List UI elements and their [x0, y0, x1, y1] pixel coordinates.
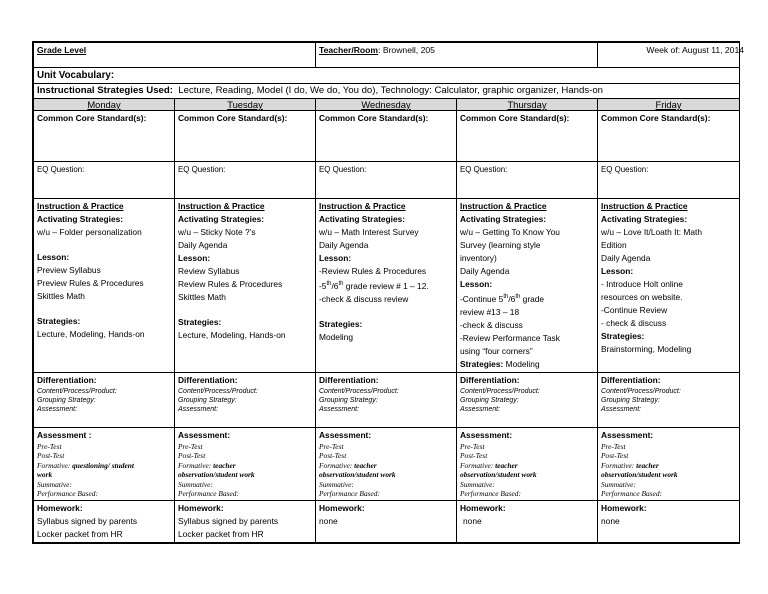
strategies-value: Brainstorming, Modeling: [601, 344, 692, 354]
differentiation-label: Differentiation:: [178, 374, 238, 385]
homework-wednesday: [316, 500, 457, 542]
lesson-label: Lesson:: [319, 253, 352, 263]
activating-item: Daily Agenda: [319, 240, 369, 250]
instruction-monday: [34, 199, 175, 373]
strategies-label: Strategies:: [178, 317, 222, 327]
instruction-friday: [598, 199, 740, 373]
eq-row: [34, 162, 740, 199]
formative-value-2: observation/student work: [319, 470, 396, 480]
formative-value: questioning/ student: [72, 460, 134, 470]
differentiation-label: Differentiation:: [37, 374, 97, 385]
lesson-item: - Introduce Holt online: [601, 279, 683, 289]
diff-grouping: Grouping Strategy:: [37, 396, 96, 404]
homework-label: Homework:: [460, 502, 506, 513]
assessment-label: Assessment:: [601, 429, 654, 440]
instruction-label: Instruction & Practice: [178, 201, 265, 211]
lesson-label: Lesson:: [601, 266, 634, 276]
strategies-value: Modeling: [505, 358, 540, 369]
posttest-label: Post-Test: [37, 451, 65, 461]
lesson-plan-sheet: [32, 41, 745, 544]
instruction-label: Instruction & Practice: [601, 201, 688, 211]
strategies-label: Strategies:: [319, 318, 363, 329]
pretest-label: Pre-Test: [319, 441, 344, 451]
formative-line: [460, 461, 594, 471]
homework-item: Locker packet from HR: [178, 528, 264, 539]
activating-item: w/u – Love It/Loath It: Math: [601, 227, 703, 237]
strategies-value: Lecture, Modeling, Hands-on: [37, 329, 145, 339]
homework-item: none: [463, 515, 482, 526]
activating-item: w/u – Folder personalization: [37, 227, 142, 237]
formative-line: [37, 461, 171, 471]
diff-content: Content/Process/Product:: [178, 387, 258, 395]
assessment-label: Assessment:: [319, 429, 372, 440]
lesson-item: Preview Rules & Procedures: [37, 278, 144, 288]
formative-value: teacher: [354, 460, 377, 470]
diff-assessment: Assessment:: [601, 405, 642, 413]
assessment-tuesday: [175, 427, 316, 500]
lesson-item: Preview Syllabus: [37, 265, 101, 275]
diff-grouping: Grouping Strategy:: [460, 396, 519, 404]
pretest-label: Pre-Test: [601, 441, 626, 451]
formative-line-2: [178, 470, 312, 480]
formative-label: Formative:: [178, 460, 212, 470]
formative-label: Formative:: [319, 460, 353, 470]
diff-assessment: Assessment:: [319, 405, 360, 413]
differentiation-tuesday: [175, 372, 316, 427]
common-core-monday: Common Core Standard(s):: [34, 111, 175, 162]
diff-grouping: Grouping Strategy:: [319, 396, 378, 404]
differentiation-label: Differentiation:: [460, 374, 520, 385]
activating-label: Activating Strategies:: [37, 214, 124, 224]
lesson-item: Skittles Math: [37, 291, 85, 301]
performance-label: Performance Based:: [37, 489, 98, 499]
teacher-room-cell: [316, 43, 745, 68]
summative-label: Summative:: [319, 479, 354, 489]
homework-monday: [34, 500, 175, 542]
strategies-label: Strategies:: [37, 316, 81, 326]
formative-line-2: [319, 470, 453, 480]
diff-content: Content/Process/Product:: [601, 387, 681, 395]
instruction-thursday: [457, 199, 598, 373]
lesson-item: -check & discuss review: [319, 293, 409, 304]
instructional-strategies-label: Instructional Strategies Used:: [37, 85, 173, 96]
lesson-item: -Continue Review: [601, 305, 668, 315]
assessment-row: [34, 427, 740, 500]
diff-grouping: Grouping Strategy:: [601, 396, 660, 404]
activating-item: Daily Agenda: [178, 240, 228, 250]
common-core-row: [34, 111, 740, 162]
performance-label: Performance Based:: [601, 489, 662, 499]
strategies-value: Lecture, Modeling, Hands-on: [178, 330, 286, 340]
formative-value-2: observation/student work: [178, 470, 255, 480]
summative-label: Summative:: [178, 479, 213, 489]
diff-assessment: Assessment:: [460, 405, 501, 413]
lesson-item: Skittles Math: [178, 292, 226, 302]
teacher-room-label: Teacher/Room: [319, 45, 379, 55]
performance-label: Performance Based:: [319, 489, 380, 499]
summative-label: Summative:: [37, 479, 72, 489]
formative-label: Formative:: [460, 460, 494, 470]
day-monday: Monday: [34, 99, 175, 111]
day-wednesday: Wednesday: [316, 99, 457, 111]
lesson-item: - check & discuss: [601, 318, 667, 328]
eq-friday: EQ Question:: [598, 162, 740, 199]
homework-item: Syllabus signed by parents: [37, 515, 138, 526]
diff-assessment: Assessment:: [37, 405, 78, 413]
header-row: [34, 43, 740, 68]
activating-label: Activating Strategies:: [178, 214, 265, 224]
diff-content: Content/Process/Product:: [37, 387, 117, 395]
performance-label: Performance Based:: [178, 489, 239, 499]
formative-value: teacher: [636, 460, 659, 470]
vocab-row: [34, 68, 740, 84]
grade-level-label: Grade Level: [37, 45, 87, 55]
eq-monday: EQ Question:: [34, 162, 175, 199]
lesson-item: review #13 – 18: [460, 306, 520, 317]
day-friday: Friday: [598, 99, 740, 111]
assessment-wednesday: [316, 427, 457, 500]
formative-line: [319, 461, 453, 471]
differentiation-wednesday: [316, 372, 457, 427]
differentiation-friday: [598, 372, 740, 427]
lesson-item: using “four corners”: [460, 345, 533, 356]
lesson-item: -5th/6th grade review # 1 – 12.: [319, 280, 429, 291]
homework-item: none: [319, 515, 338, 526]
unit-vocabulary: Unit Vocabulary:: [34, 68, 740, 84]
performance-label: Performance Based:: [460, 489, 521, 499]
formative-value: teacher: [213, 460, 236, 470]
lesson-label: Lesson:: [460, 279, 493, 289]
diff-assessment: Assessment:: [178, 405, 219, 413]
activating-item: w/u – Math Interest Survey: [319, 227, 419, 237]
week-of-label: Week of:: [646, 45, 681, 55]
homework-label: Homework:: [37, 502, 83, 513]
common-core-tuesday: Common Core Standard(s):: [175, 111, 316, 162]
summative-label: Summative:: [460, 479, 495, 489]
homework-row: [34, 500, 740, 542]
lesson-item: -check & discuss: [460, 319, 523, 330]
assessment-label: Assessment :: [37, 429, 92, 440]
strategies-label: Strategies:: [601, 331, 645, 341]
assessment-friday: [598, 427, 740, 500]
diff-grouping: Grouping Strategy:: [178, 396, 237, 404]
diff-content: Content/Process/Product:: [319, 387, 399, 395]
activating-item: w/u – Sticky Note ?’s: [178, 227, 256, 237]
formative-value-2: observation/student work: [601, 470, 678, 480]
instructional-strategies: [34, 84, 740, 99]
lesson-item: -Continue 5th/6th grade: [460, 293, 545, 304]
strategies-label: Strategies:: [460, 358, 504, 369]
instruction-row: [34, 199, 740, 373]
lesson-label: Lesson:: [37, 252, 70, 262]
strategies-line: [460, 358, 594, 371]
posttest-label: Post-Test: [460, 451, 488, 461]
lesson-plan-table: [33, 42, 745, 543]
activating-item: w/u – Getting To Know You: [460, 227, 560, 237]
assessment-label: Assessment:: [460, 429, 513, 440]
teacher-room-value: : Brownell, 205: [378, 45, 435, 55]
formative-line-2: [460, 470, 594, 480]
formative-value: teacher: [495, 460, 518, 470]
day-thursday: Thursday: [457, 99, 598, 111]
posttest-label: Post-Test: [319, 451, 347, 461]
instruction-label: Instruction & Practice: [460, 201, 547, 211]
homework-label: Homework:: [601, 502, 647, 513]
differentiation-monday: [34, 372, 175, 427]
instruction-wednesday: [316, 199, 457, 373]
lesson-item: -Review Performance Task: [460, 332, 560, 343]
activating-item: Daily Agenda: [460, 266, 510, 276]
days-row: [34, 99, 740, 111]
pretest-label: Pre-Test: [178, 441, 203, 451]
assessment-label: Assessment:: [178, 429, 231, 440]
activating-label: Activating Strategies:: [460, 214, 547, 224]
diff-content: Content/Process/Product:: [460, 387, 540, 395]
day-tuesday: Tuesday: [175, 99, 316, 111]
instructional-strategies-value: Lecture, Reading, Model (I do, We do, You do), Technology: Calculator, graphic organizer, Hands-on: [178, 85, 603, 96]
summative-label: Summative:: [601, 479, 636, 489]
homework-label: Homework:: [178, 502, 224, 513]
homework-item: Syllabus signed by parents: [178, 515, 279, 526]
activating-item: Daily Agenda: [601, 253, 651, 263]
homework-thursday: [457, 500, 598, 542]
activating-label: Activating Strategies:: [601, 214, 688, 224]
common-core-friday: Common Core Standard(s):: [598, 111, 740, 162]
eq-wednesday: EQ Question:: [316, 162, 457, 199]
lesson-item: Review Rules & Procedures: [178, 279, 283, 289]
common-core-thursday: Common Core Standard(s):: [457, 111, 598, 162]
homework-tuesday: [175, 500, 316, 542]
instruction-tuesday: [175, 199, 316, 373]
eq-tuesday: EQ Question:: [175, 162, 316, 199]
pretest-label: Pre-Test: [37, 441, 62, 451]
homework-label: Homework:: [319, 502, 365, 513]
formative-label: Formative:: [601, 460, 635, 470]
formative-value-2: work: [37, 470, 53, 480]
strategies-value: Modeling: [319, 331, 353, 342]
activating-item: inventory): [460, 253, 497, 263]
homework-item: Locker packet from HR: [37, 528, 123, 539]
assessment-monday: [34, 427, 175, 500]
differentiation-label: Differentiation:: [319, 374, 379, 385]
instruction-label: Instruction & Practice: [37, 201, 124, 211]
homework-item: none: [601, 515, 620, 526]
assessment-thursday: [457, 427, 598, 500]
lesson-label: Lesson:: [178, 253, 211, 263]
pretest-label: Pre-Test: [460, 441, 485, 451]
instruction-label: Instruction & Practice: [319, 201, 406, 211]
formative-line: [601, 461, 736, 471]
grade-level-cell: [34, 43, 316, 68]
posttest-label: Post-Test: [178, 451, 206, 461]
posttest-label: Post-Test: [601, 451, 629, 461]
strategies-row: [34, 84, 740, 99]
lesson-item: -Review Rules & Procedures: [319, 266, 427, 276]
formative-line-2: [601, 470, 736, 480]
differentiation-row: [34, 372, 740, 427]
activating-item: Survey (learning style: [460, 240, 541, 250]
week-of: [646, 44, 744, 57]
formative-value-2: observation/student work: [460, 470, 537, 480]
week-of-value: August 11, 2014: [682, 45, 745, 55]
formative-line: [178, 461, 312, 471]
activating-label: Activating Strategies:: [319, 214, 406, 224]
eq-thursday: EQ Question:: [457, 162, 598, 199]
differentiation-thursday: [457, 372, 598, 427]
differentiation-label: Differentiation:: [601, 374, 661, 385]
lesson-item: resources on website.: [601, 292, 683, 302]
formative-label: Formative:: [37, 460, 71, 470]
activating-item: Edition: [601, 240, 627, 250]
lesson-item: Review Syllabus: [178, 266, 240, 276]
homework-friday: [598, 500, 740, 542]
formative-line-2: [37, 470, 171, 480]
common-core-wednesday: Common Core Standard(s):: [316, 111, 457, 162]
